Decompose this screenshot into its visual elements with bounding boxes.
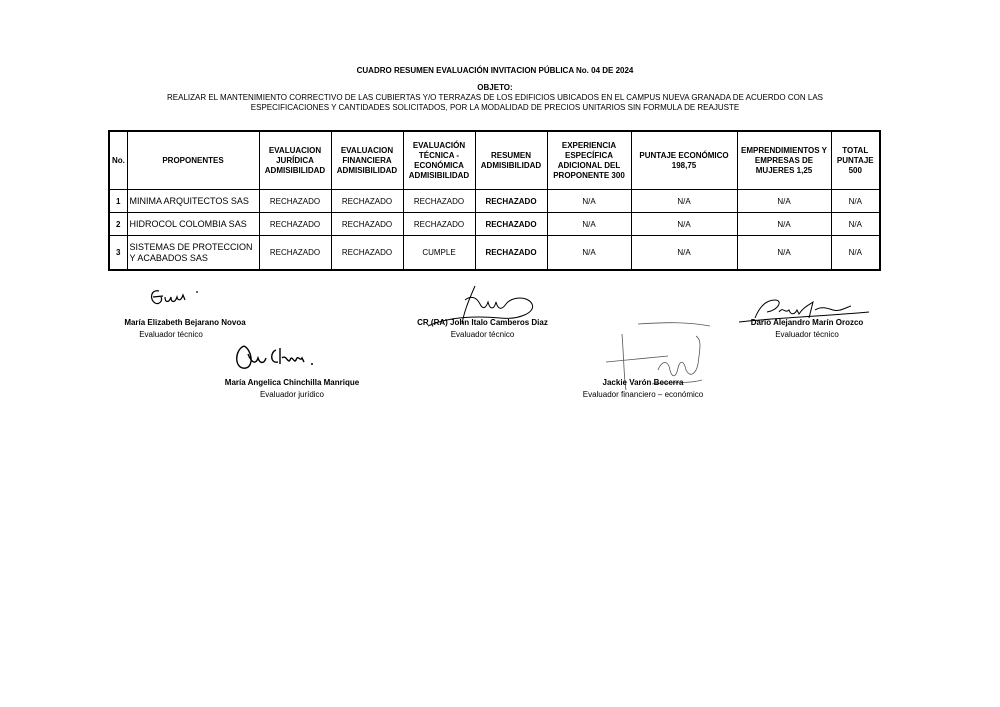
col-header-proponentes: PROPONENTES	[127, 131, 259, 190]
col-header-experiencia: EXPERIENCIA ESPECÍFICA ADICIONAL DEL PROPONENTE 300	[547, 131, 631, 190]
col-header-financiera: EVALUACION FINANCIERA ADMISIBILIDAD	[331, 131, 403, 190]
signatory-name: Jackie Varón Becerra	[602, 378, 684, 387]
proponent-name: SISTEMAS DE PROTECCION Y ACABADOS SAS	[127, 236, 259, 271]
signature-scribble-4	[232, 340, 322, 375]
cell-experiencia: N/A	[547, 190, 631, 213]
cell-puntaje-economico: N/A	[631, 190, 737, 213]
objeto-line-1: REALIZAR EL MANTENIMIENTO CORRECTIVO DE LAS CUBIERTAS Y/O TERRAZAS DE LOS EDIFICIOS UBICADOS EN EL CAMPUS NUEVA GRANADA DE ACUERDO CON LAS	[167, 93, 823, 102]
proponent-name: HIDROCOL COLOMBIA SAS	[127, 213, 259, 236]
col-header-puntaje-economico: PUNTAJE ECONÓMICO 198,75	[631, 131, 737, 190]
cell-resumen: RECHAZADO	[475, 190, 547, 213]
cell-total: N/A	[831, 190, 880, 213]
cell-total: N/A	[831, 213, 880, 236]
signature-block-chinchilla	[197, 378, 387, 399]
col-header-no: No.	[109, 131, 127, 190]
cell-juridica: RECHAZADO	[259, 236, 331, 271]
col-header-emprendimientos: EMPRENDIMIENTOS Y EMPRESAS DE MUJERES 1,25	[737, 131, 831, 190]
objeto-text	[140, 93, 850, 113]
signatory-role: Evaluador técnico	[139, 330, 203, 339]
cell-puntaje-economico: N/A	[631, 236, 737, 271]
signatory-role: Evaluador técnico	[775, 330, 839, 339]
cell-financiera: RECHAZADO	[331, 236, 403, 271]
signature-block-varon	[553, 378, 733, 399]
signature-block-bejarano	[95, 318, 275, 339]
col-header-juridica: EVALUACION JURÍDICA ADMISIBILIDAD	[259, 131, 331, 190]
table-row	[109, 213, 880, 236]
cell-tecnica: RECHAZADO	[403, 213, 475, 236]
col-header-total: TOTAL PUNTAJE 500	[831, 131, 880, 190]
table-row	[109, 190, 880, 213]
evaluation-table	[108, 130, 881, 271]
col-header-tecnica: EVALUACIÓN TÉCNICA - ECONÓMICA ADMISIBILIDAD	[403, 131, 475, 190]
signatory-name: María Elizabeth Bejarano Novoa	[124, 318, 246, 327]
proponent-name: MINIMA ARQUITECTOS SAS	[127, 190, 259, 213]
signature-scribble-1	[145, 285, 205, 315]
signatory-name: Dario Alejandro Marín Orozco	[750, 318, 864, 327]
cell-emprendimientos: N/A	[737, 190, 831, 213]
signature-block-camberos	[390, 318, 575, 339]
cell-financiera: RECHAZADO	[331, 213, 403, 236]
cell-total: N/A	[831, 236, 880, 271]
row-number: 1	[109, 190, 127, 213]
col-header-resumen: RESUMEN ADMISIBILIDAD	[475, 131, 547, 190]
row-number: 3	[109, 236, 127, 271]
table-row	[109, 236, 880, 271]
signatory-name: CR (RA) John Italo Camberos Diaz	[417, 318, 548, 327]
document-title: CUADRO RESUMEN EVALUACIÓN INVITACION PÚBLICA No. 04 DE 2024	[356, 66, 634, 75]
cell-tecnica: CUMPLE	[403, 236, 475, 271]
table-header-row	[109, 131, 880, 190]
signatory-role: Evaluador técnico	[450, 330, 515, 339]
objeto-label: OBJETO:	[477, 83, 513, 92]
cell-juridica: RECHAZADO	[259, 190, 331, 213]
cell-tecnica: RECHAZADO	[403, 190, 475, 213]
cell-emprendimientos: N/A	[737, 236, 831, 271]
cell-resumen: RECHAZADO	[475, 236, 547, 271]
cell-juridica: RECHAZADO	[259, 213, 331, 236]
signatory-name: María Angelica Chinchilla Manrique	[224, 378, 360, 387]
cell-financiera: RECHAZADO	[331, 190, 403, 213]
signatory-role: Evaluador jurídico	[259, 390, 325, 399]
row-number: 2	[109, 213, 127, 236]
cell-experiencia: N/A	[547, 213, 631, 236]
signatory-role: Evaluador financiero – económico	[582, 390, 704, 399]
cell-emprendimientos: N/A	[737, 213, 831, 236]
objeto-line-2: ESPECIFICACIONES Y CANTIDADES SOLICITADOS, POR LA MODALIDAD DE PRECIOS UNITARIOS SIN FORMULA DE REAJUSTE	[250, 103, 740, 112]
signature-block-marin	[717, 318, 897, 339]
cell-resumen: RECHAZADO	[475, 213, 547, 236]
cell-experiencia: N/A	[547, 236, 631, 271]
cell-puntaje-economico: N/A	[631, 213, 737, 236]
